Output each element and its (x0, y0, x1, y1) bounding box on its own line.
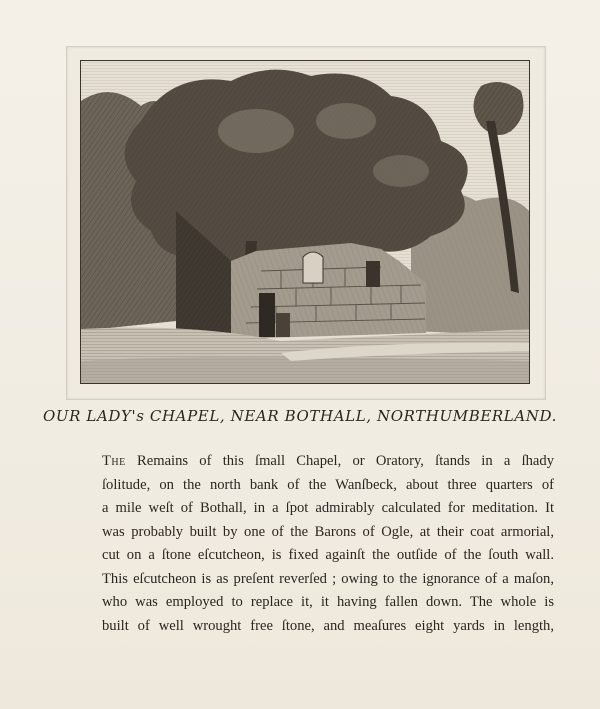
text-line: a mile weſt of Bothall, in a ſpot admirably calculated for meditation. It (102, 500, 554, 516)
text-line: built of well wrought free ſtone, and meaſures eight yards in length, (102, 617, 554, 634)
body-text (102, 450, 554, 638)
plate-caption: OUR LADY's CHAPEL, NEAR BOTHALL, NORTHUMBERLAND. (43, 407, 557, 425)
text-line: who was employed to replace it, it having fallen down. The whole is (102, 594, 554, 610)
lead-word: The (102, 453, 126, 469)
text-line: This eſcutcheon is as preſent reverſed ; owing to the ignorance of a maſon, (102, 570, 554, 587)
chapel-engraving (80, 60, 530, 384)
text-line: cut on a ſtone eſcutcheon, is fixed againſt the outſide of the ſouth wall. (102, 547, 554, 563)
text-line: was probably built by one of the Barons of Ogle, at their coat armorial, (102, 523, 554, 540)
text-line: The Remains of this ſmall Chapel, or Oratory, ſtands in a ſhady (102, 453, 554, 469)
text-line: ſolitude, on the north bank of the Wanſbeck, about three quarters of (102, 476, 554, 493)
